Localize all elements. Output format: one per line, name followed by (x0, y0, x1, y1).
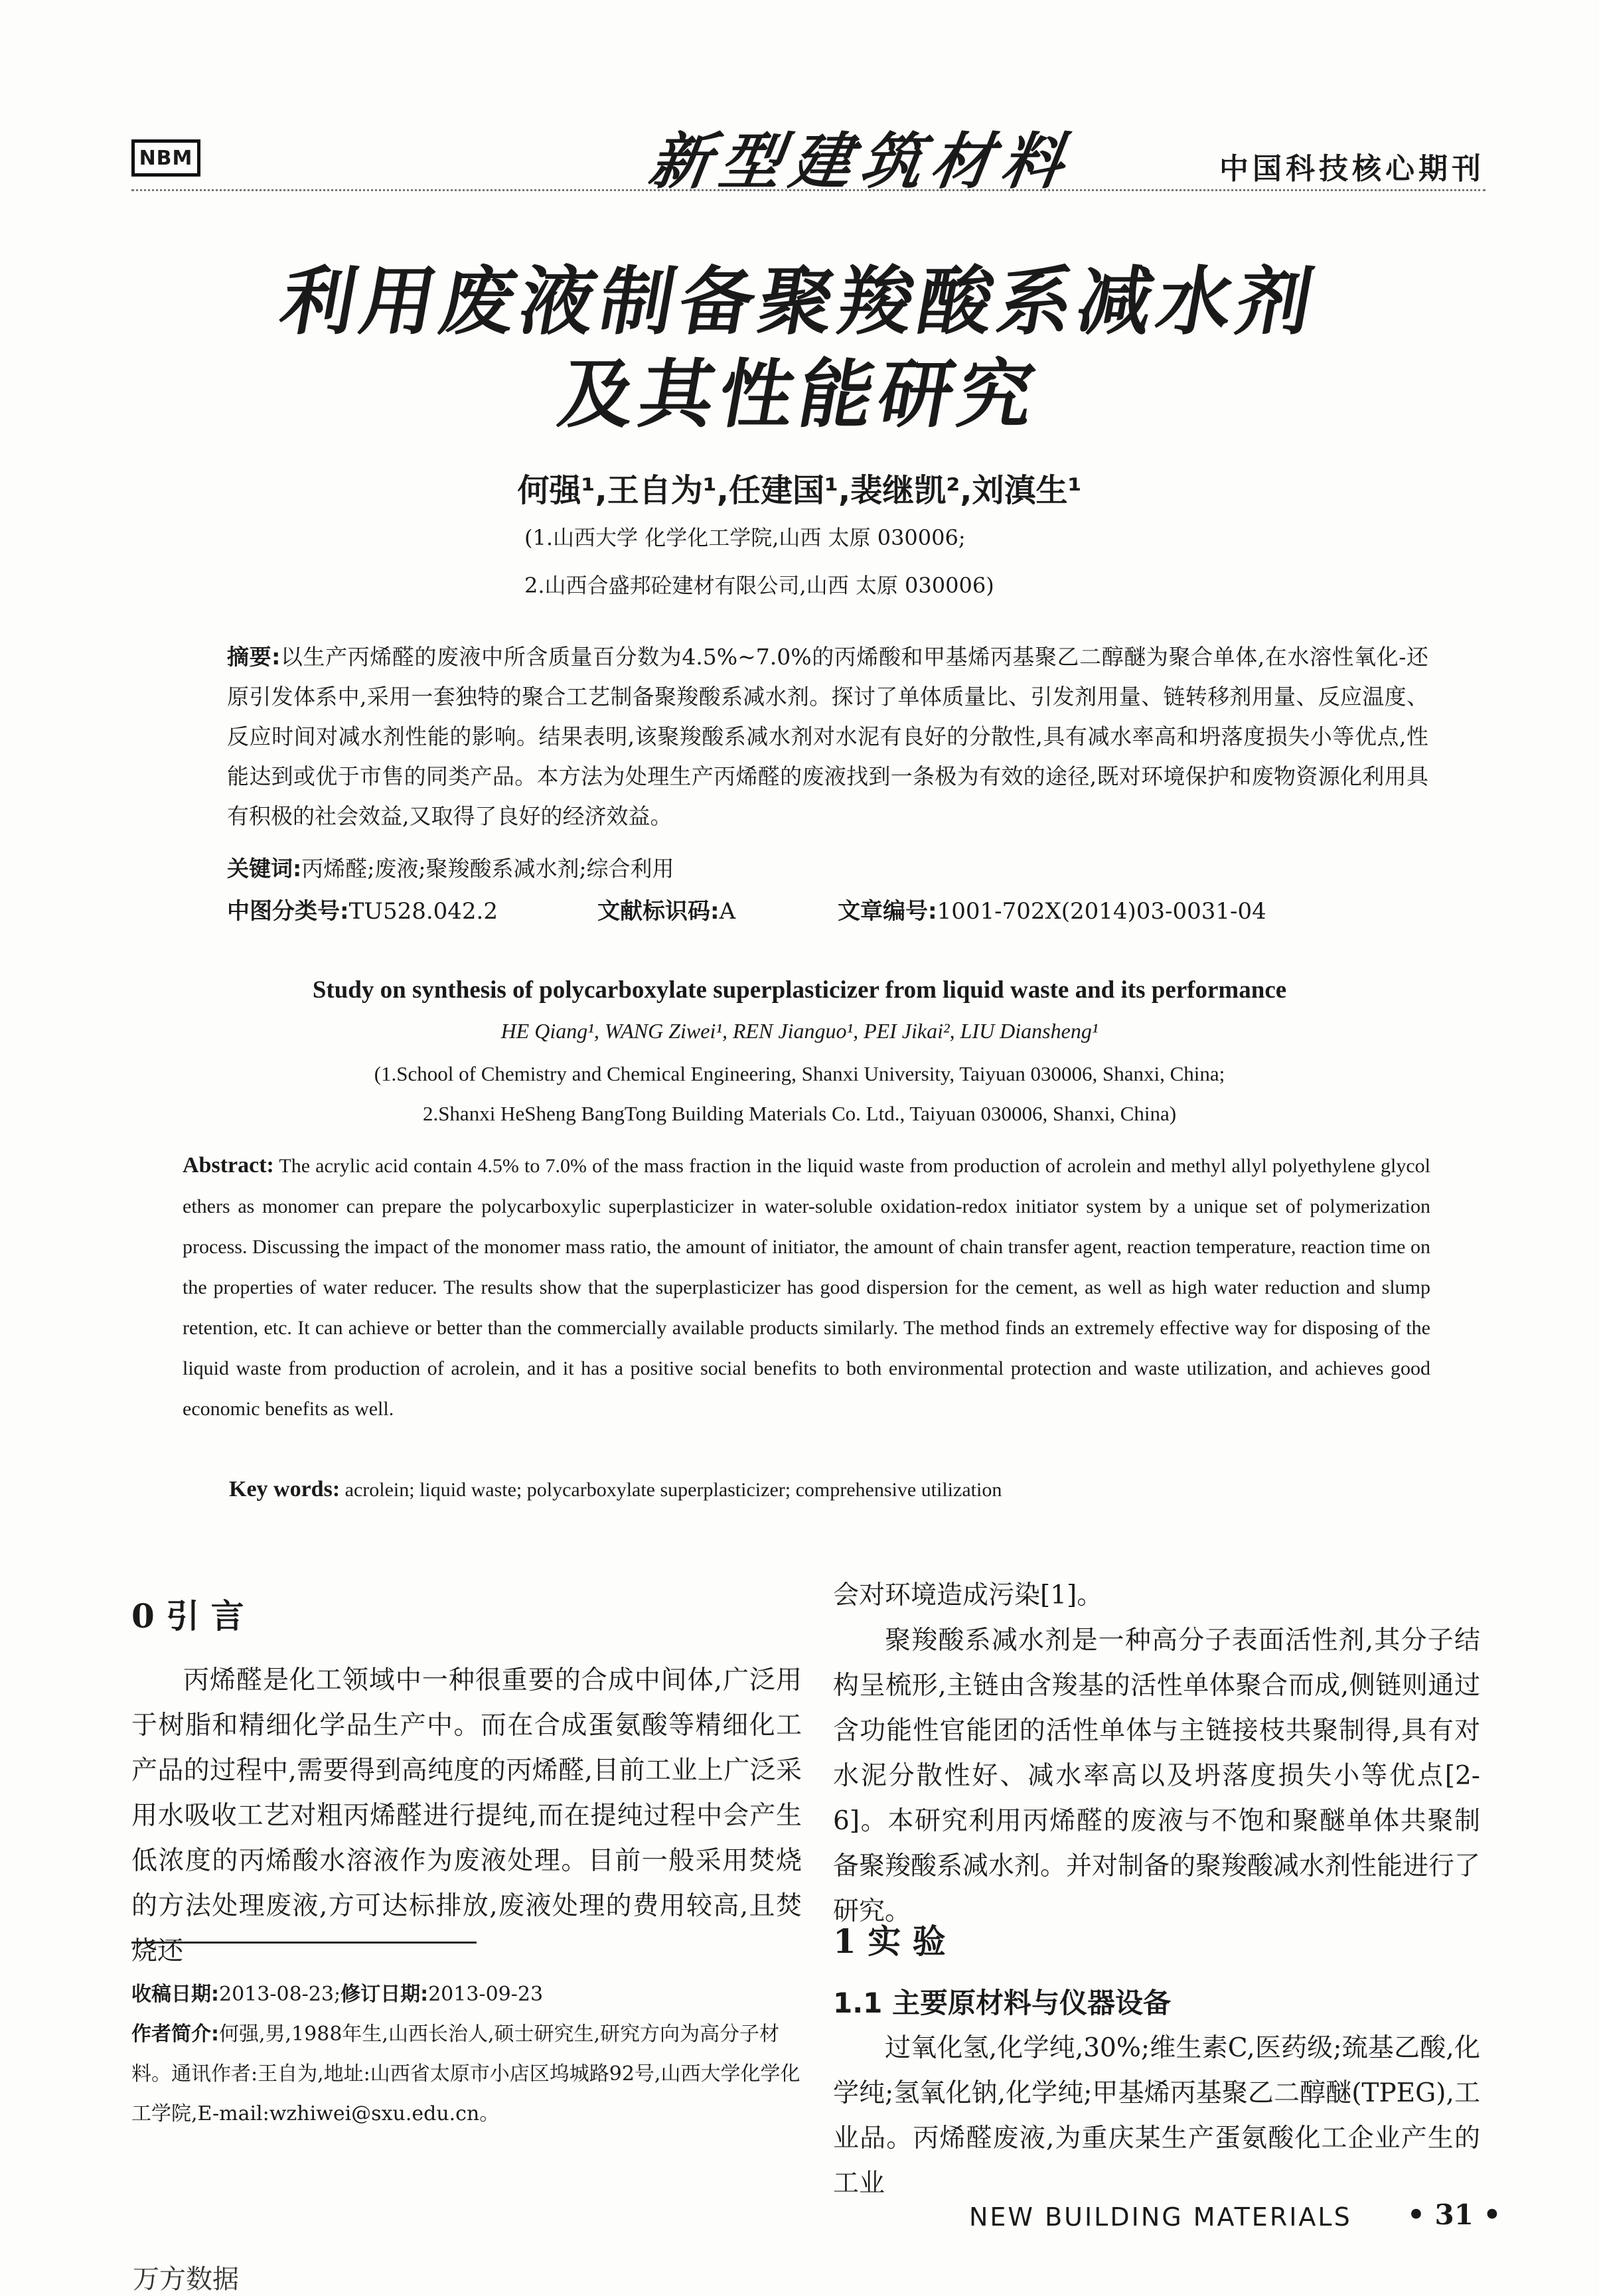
keywords-cn-label: 关键词: (227, 856, 302, 881)
section-0-paragraph: 丙烯醛是化工领域中一种很重要的合成中间体,广泛用于树脂和精细化学品生产中。而在合成蛋氨酸等精细化工产品的过程中,需要得到高纯度的丙烯醛,目前工业上广泛采用水吸收工艺对粗丙烯醛进行提纯,而在提纯过程中会产生低浓度的丙烯酸水溶液作为废液处理。目前一般采用焚烧的方法处理废液,方可达标排放,废液处理的费用较高,且焚烧还 (131, 1665, 802, 1966)
author-bio-text: 何强,男,1988年生,山西长治人,硕士研究生,研究方向为高分子材料。通讯作者:王自为,地址:山西省太原市小店区坞城路92号,山西大学化学化工学院,E-mail:wzhiwei@sxu.edu.cn。 (131, 2023, 800, 2125)
english-keywords (229, 1477, 1002, 1502)
section-1-1-body (833, 2026, 1480, 2206)
footnote-rule (131, 1942, 477, 1944)
right-paragraph-cont: 会对环境造成污染[1]。 (833, 1580, 1103, 1610)
abstract-cn-text: 以生产丙烯醛的废液中所含质量百分数为4.5%~7.0%的丙烯酸和甲基烯丙基聚乙二醇醚为聚合单体,在水溶性氧化-还原引发体系中,采用一套独特的聚合工艺制备聚羧酸系减水剂。探讨了单体质量比、引发剂用量、链转移剂用量、反应温度、反应时间对减水剂性能的影响。结果表明,该聚羧酸系减水剂对水泥有良好的分散性,具有减水率高和坍落度损失小等优点,性能达到或优于市售的同类产品。本方法为处理生产丙烯醛的废液找到一条极为有效的途径,既对环境保护和废物资源化利用具有积极的社会效益,又取得了良好的经济效益。 (227, 644, 1428, 829)
footnote (131, 1975, 802, 2134)
title-line-2: 及其性能研究 (553, 352, 1046, 438)
author-bio-label: 作者简介: (131, 2023, 219, 2046)
section-1-title: 1 实 验 (833, 1922, 946, 1961)
authors: 何强¹,王自为¹,任建国¹,裴继凯²,刘滇生¹ (517, 472, 1082, 509)
right-column (833, 1573, 1480, 1934)
clc-value: TU528.042.2 (348, 898, 498, 925)
clc-label: 中图分类号: (227, 898, 349, 925)
english-affiliation-2: 2.Shanxi HeSheng BangTong Building Materials Co. Ltd., Taiyuan 030006, Shanxi, China) (422, 1102, 1177, 1125)
clc-number (227, 893, 498, 925)
journal-logo: NBM (131, 139, 200, 177)
keywords-cn (227, 852, 674, 883)
left-column (131, 1658, 802, 1974)
journal-name: 新型建筑材料 (645, 125, 1077, 197)
abstract-cn (227, 637, 1428, 836)
keywords-cn-text: 丙烯醛;废液;聚羧酸系减水剂;综合利用 (301, 856, 674, 881)
doc-code (597, 893, 735, 925)
section-1-1-title: 1.1 主要原材料与仪器设备 (833, 1987, 1172, 2019)
footer-journal-name: NEW BUILDING MATERIALS (969, 2202, 1352, 2232)
doc-code-label: 文献标识码: (597, 898, 720, 925)
english-abstract-label: Abstract: (183, 1153, 274, 1178)
abstract-cn-label: 摘要: (227, 644, 281, 670)
received-date: 2013-08-23 (219, 1983, 334, 2006)
title-line-1: 利用废液制备聚羧酸系减水剂 (274, 259, 1325, 345)
english-title: Study on synthesis of polycarboxylate superplasticizer from liquid waste and its performance (312, 976, 1287, 1004)
english-keywords-text: acrolein; liquid waste; polycarboxylate superplasticizer; comprehensive utilization (344, 1479, 1002, 1501)
english-abstract (183, 1145, 1430, 1429)
right-paragraph-1: 聚羧酸系减水剂是一种高分子表面活性剂,其分子结构呈梳形,主链由含羧基的活性单体聚合而成,侧链则通过含功能性官能团的活性单体与主链接枝共聚制得,具有对水泥分散性好、减水率高以及坍落度损失小等优点[2-6]。本研究利用丙烯醛的废液与不饱和聚醚单体共聚制备聚羧酸系减水剂。并对制备的聚羧酸减水剂性能进行了研究。 (833, 1626, 1481, 1926)
header-rule (131, 189, 1485, 191)
article-number-label: 文章编号: (838, 898, 937, 925)
english-keywords-label: Key words: (229, 1477, 341, 1501)
english-authors: HE Qiang¹, WANG Ziwei¹, REN Jianguo¹, PEI Jikai², LIU Diansheng¹ (500, 1019, 1099, 1043)
english-affiliation-1: (1.School of Chemistry and Chemical Engineering, Shanxi University, Taiyuan 030006, Shanxi, China; (374, 1062, 1225, 1085)
affiliation-2: 2.山西合盛邦砼建材有限公司,山西 太原 030006) (524, 573, 994, 598)
source-watermark: 万方数据 (133, 2264, 239, 2295)
revised-date: 2013-09-23 (428, 1983, 544, 2006)
english-abstract-text: The acrylic acid contain 4.5% to 7.0% of the mass fraction in the liquid waste from production of acrolein and methyl allyl polyethylene glycol ethers as monomer can prepare the polycarboxylic superplasticizer in water-soluble oxidation-redox initiator system by a unique set of polymerization process. Discussing the impact of the monomer mass ratio, the amount of initiator, the amount of chain transfer agent, reaction temperature, reaction time on the properties of water reducer. The results show that the superplasticizer has good dispersion for the cement, as well as high water reduction and slump retention, etc. It can achieve or better than the commercially available products similarly. The method finds an extremely effective way for disposing of the liquid waste from production of acrolein, and it has a positive social benefits to both environmental protection and waste utilization, and achieves good economic benefits as well. (183, 1155, 1430, 1420)
received-label: 收稿日期: (131, 1983, 219, 2006)
section-1-1-paragraph: 过氧化氢,化学纯,30%;维生素C,医药级;巯基乙酸,化学纯;氢氧化钠,化学纯;甲基烯丙基聚乙二醇醚(TPEG),工业品。丙烯醛废液,为重庆某生产蛋氨酸化工企业产生的工业 (833, 2033, 1480, 2198)
footnote-dates: 收稿日期:2013-08-23;修订日期:2013-09-23 (131, 1983, 544, 2006)
article-number-value: 1001-702X(2014)03-0031-04 (937, 898, 1266, 925)
affiliation-1: (1.山西大学 化学化工学院,山西 太原 030006; (524, 525, 966, 550)
revised-label: 修订日期: (341, 1983, 429, 2006)
article-number (838, 893, 1266, 925)
footnote-author (131, 2015, 802, 2134)
doc-code-value: A (719, 898, 736, 925)
core-journal-label: 中国科技核心期刊 (1219, 152, 1485, 186)
section-0-title: 0 引 言 (131, 1596, 244, 1636)
page-number: • 31 • (1407, 2198, 1501, 2231)
